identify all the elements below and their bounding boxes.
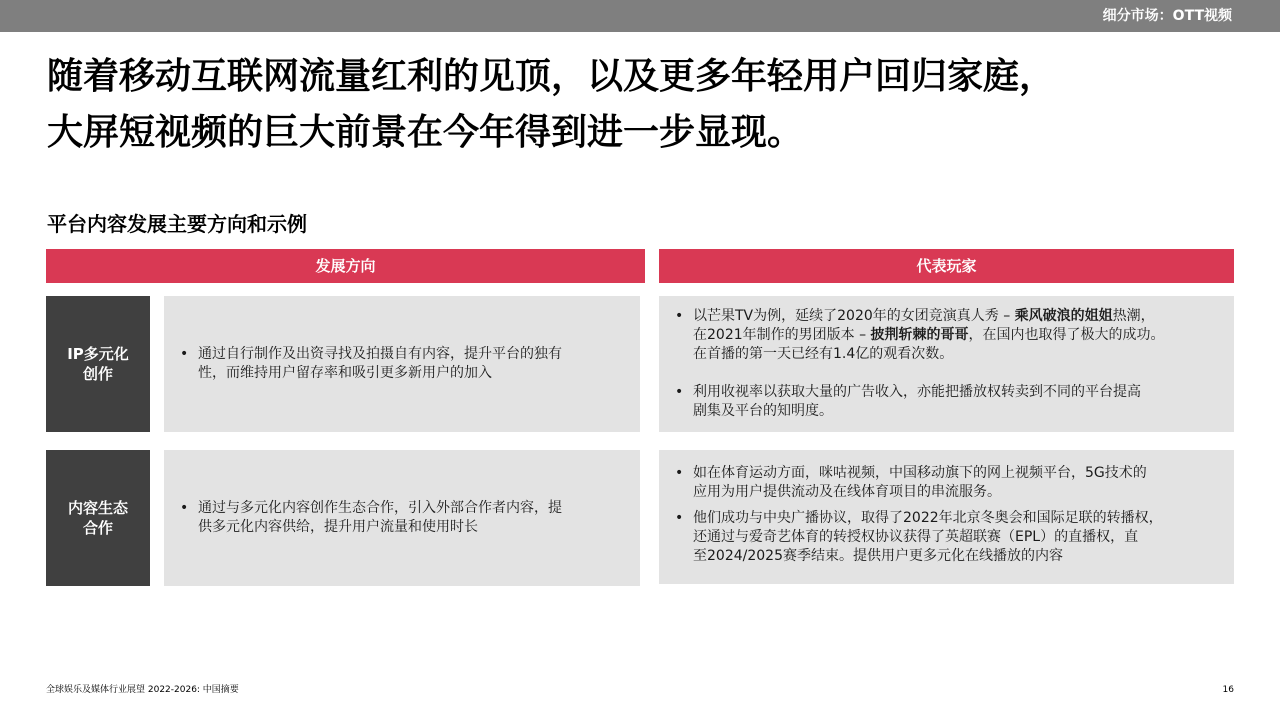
page-number: 16 — [1222, 685, 1234, 695]
direction-bullet: • 通过与多元化内容创作生态合作，引入外部合作者内容，提 供多元化内容供给，提升用户流量和使用时长 — [178, 499, 562, 537]
row-label-line: 合作 — [82, 519, 113, 537]
section-title: 平台内容发展主要方向和示例 — [47, 212, 307, 236]
show-title-brothers: 披荆斩棘的哥哥 — [870, 327, 969, 343]
players-cell-ecosystem — [659, 450, 1234, 584]
direction-bullet: • 通过自行制作及出资寻找及拍摄自有内容，提升平台的独有 性，而维持用户留存率和吸引更多新用户的加入 — [178, 345, 562, 383]
players-bullet: • 他们成功与中央广播协议，取得了2022年北京冬奥会和国际足联的转播权， 还通过与爱奇艺体育的转授权协议获得了英超联赛（EPL）的直播权，直 至2024/2025赛季结束。提供用户更多元化在线播放的内容 — [673, 509, 1226, 566]
page-headline — [47, 48, 1237, 160]
footer-source: 全球娱乐及媒体行业展望 2022-2026: 中国摘要 — [46, 685, 239, 695]
row-label-ip — [46, 296, 150, 432]
row-label-ecosystem — [46, 450, 150, 586]
headline-line-2: 大屏短视频的巨大前景在今年得到进一步显现。 — [47, 111, 804, 153]
players-bullet: • 如在体育运动方面，咪咕视频，中国移动旗下的网上视频平台，5G技术的 应用为用户提供流动及在线体育项目的串流服务。 — [673, 464, 1226, 502]
row-label-line: 内容生态 — [67, 499, 128, 517]
section-tag: 细分市场：OTT视频 — [1102, 8, 1232, 24]
row-label-line: 创作 — [82, 365, 113, 383]
players-bullet: • 利用收视率以获取大量的广告收入，亦能把播放权转卖到不同的平台提高 剧集及平台的知明度。 — [673, 383, 1226, 421]
direction-cell-ecosystem — [164, 450, 640, 586]
column-header-direction: 发展方向 — [46, 249, 645, 283]
column-header-players: 代表玩家 — [659, 249, 1234, 283]
show-title-sisters: 乘风破浪的姐姐 — [1014, 308, 1113, 324]
row-label-line: IP多元化 — [67, 345, 129, 363]
headline-line-1: 随着移动互联网流量红利的见顶，以及更多年轻用户回归家庭， — [47, 55, 1056, 97]
players-cell-ip — [659, 296, 1234, 432]
players-bullet: • 以芒果TV为例，延续了2020年的女团竞演真人秀 – 乘风破浪的姐姐热潮， 在2021年制作的男团版本 – 披荆斩棘的哥哥，在国内也取得了极大的成功。 在首播的第一天已经有1.4亿的观看次数。 — [673, 307, 1226, 364]
top-bar — [0, 0, 1280, 32]
direction-cell-ip — [164, 296, 640, 432]
